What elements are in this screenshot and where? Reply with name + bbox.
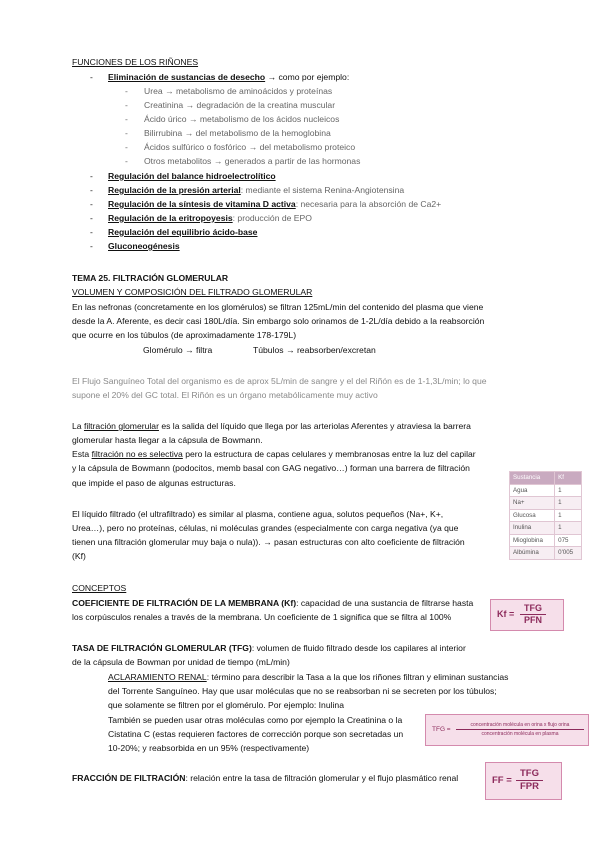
section-title-funciones: FUNCIONES DE LOS RIÑONES bbox=[72, 57, 199, 67]
list-item: - Regulación de la presión arterial: mediante el sistema Renina-Angiotensina bbox=[90, 185, 405, 195]
list-item: - Ácido úrico → metabolismo de los ácidos nucleicos bbox=[125, 114, 340, 124]
kf-formula-box: Kf = TFG PFN bbox=[490, 599, 564, 631]
list-item: - Regulación del equilibrio ácido-base bbox=[90, 227, 258, 237]
section-title-conceptos: CONCEPTOS bbox=[72, 583, 127, 593]
list-item: - Eliminación de sustancias de desecho → como por ejemplo: bbox=[90, 72, 350, 82]
table-row: Inulina 1 bbox=[510, 522, 582, 535]
list-item: - Urea → metabolismo de aminoácidos y proteínas bbox=[125, 86, 333, 96]
kf-table bbox=[509, 471, 582, 560]
ff-definition: FRACCIÓN DE FILTRACIÓN: relación entre la tasa de filtración glomerular y el flujo plasmático renal bbox=[72, 773, 459, 783]
table-header-row: Sustancia Kf bbox=[510, 472, 582, 485]
list-item: - Regulación de la síntesis de vitamina D activa: necesaria para la absorción de Ca2+ bbox=[90, 199, 442, 209]
list-item: - Regulación del balance hidroelectrolítico bbox=[90, 171, 276, 181]
section-subtitle: VOLUMEN Y COMPOSICIÓN DEL FILTRADO GLOMERULAR bbox=[72, 287, 313, 297]
list-item: - Ácidos sulfúrico o fosfórico → del metabolismo proteico bbox=[125, 142, 356, 152]
list-item: - Regulación de la eritropoyesis: producción de EPO bbox=[90, 213, 312, 223]
flow-tubulos: Túbulos → reabsorben/excretan bbox=[253, 345, 376, 355]
list-item: - Gluconeogénesis bbox=[90, 241, 180, 251]
table-row: Na+ 1 bbox=[510, 497, 582, 510]
tfg-formula-box: TFG = concentración molécula en orina x flujo orina concentración molécula en plasma bbox=[425, 714, 589, 746]
list-item: - Creatinina → degradación de la creatina muscular bbox=[125, 100, 336, 110]
list-item: - Bilirrubina → del metabolismo de la hemoglobina bbox=[125, 128, 331, 138]
table-row: Glucosa 1 bbox=[510, 509, 582, 522]
flow-glomerulo: Glomérulo → filtra bbox=[143, 345, 213, 355]
ff-formula-box: FF = TFG FPR bbox=[485, 762, 562, 800]
function-label: Eliminación de sustancias de desecho bbox=[108, 72, 266, 82]
table-row: Albúmina 0'005 bbox=[510, 547, 582, 560]
page-title: TEMA 25. FILTRACIÓN GLOMERULAR bbox=[72, 273, 229, 283]
table-row: Mioglobina 075 bbox=[510, 534, 582, 547]
list-item: - Otros metabolitos → generados a partir de las hormonas bbox=[125, 156, 361, 166]
table-row: Agua 1 bbox=[510, 484, 582, 497]
